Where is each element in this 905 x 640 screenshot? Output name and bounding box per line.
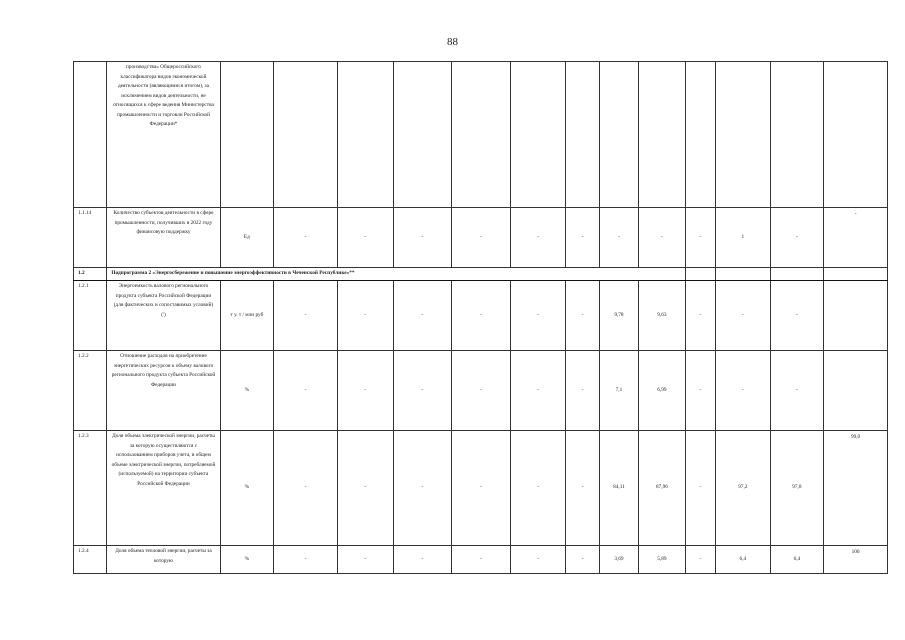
value-cell: - <box>770 281 824 351</box>
value-cell: 9,78 <box>599 281 638 351</box>
subprogram-empty-cell <box>685 268 715 281</box>
table-body <box>74 62 888 574</box>
table-row <box>74 431 888 546</box>
subprogram-number: 1.2 <box>74 268 107 281</box>
unit-cell: т у. т / млн руб <box>220 281 274 351</box>
value-cell: - <box>393 281 452 351</box>
value-cell <box>510 62 566 208</box>
value-cell: - <box>685 351 715 431</box>
value-cell: - <box>452 281 511 351</box>
unit-cell: Ед <box>220 208 274 268</box>
value-cell: - <box>685 208 715 268</box>
indicator-name: производства» Общероссийского классификатора видов экономической деятельности (являющимися итогом), за исключением видов деятельности, не относящихся к сфере ведения Министерства промышленности и торговли Российской Федерации* <box>107 62 220 208</box>
value-cell <box>824 351 888 431</box>
value-cell: 87,96 <box>639 431 686 546</box>
value-cell: - <box>770 208 824 268</box>
unit-cell: % <box>220 351 274 431</box>
subprogram-title: Подпрограмма 2 «Энергосбережение и повышение энергоэффективности в Чеченской Республике»** <box>107 268 685 281</box>
value-cell: - <box>639 208 686 268</box>
value-cell: 97,2 <box>716 431 771 546</box>
value-cell: - <box>824 208 888 268</box>
value-cell: - <box>510 208 566 268</box>
value-cell: - <box>510 546 566 574</box>
value-cell: 6,4 <box>770 546 824 574</box>
row-number: 1.2.3 <box>74 431 107 546</box>
value-cell: - <box>566 281 599 351</box>
value-cell: - <box>716 281 771 351</box>
value-cell: - <box>393 431 452 546</box>
indicators-table <box>73 61 888 574</box>
value-cell: - <box>685 281 715 351</box>
value-cell <box>824 62 888 208</box>
value-cell: - <box>510 431 566 546</box>
table-row <box>74 351 888 431</box>
value-cell <box>716 62 771 208</box>
value-cell: 6,99 <box>639 351 686 431</box>
value-cell <box>566 62 599 208</box>
row-number: 1.2.1 <box>74 281 107 351</box>
row-number: 1.1.14 <box>74 208 107 268</box>
value-cell: - <box>337 431 393 546</box>
table-row <box>74 281 888 351</box>
page-number: 88 <box>447 36 458 48</box>
value-cell: - <box>566 431 599 546</box>
value-cell <box>824 281 888 351</box>
value-cell <box>639 62 686 208</box>
value-cell: 97,8 <box>770 431 824 546</box>
value-cell: 100 <box>824 546 888 574</box>
value-cell: - <box>566 546 599 574</box>
value-cell: - <box>716 351 771 431</box>
value-cell: - <box>274 281 338 351</box>
value-cell: - <box>337 546 393 574</box>
table-row <box>74 546 888 574</box>
value-cell: - <box>452 208 511 268</box>
subprogram-empty-cell <box>770 268 824 281</box>
value-cell <box>599 62 638 208</box>
value-cell: - <box>337 281 393 351</box>
table-row <box>74 208 888 268</box>
indicator-name: Количество субъектов деятельности в сфере промышленности, получивших в 2022 году финансовую поддержку <box>107 208 220 268</box>
value-cell: - <box>274 208 338 268</box>
value-cell: 84,11 <box>599 431 638 546</box>
value-cell: 6,4 <box>716 546 771 574</box>
subprogram-row <box>74 268 888 281</box>
value-cell: - <box>274 351 338 431</box>
value-cell: 3,69 <box>599 546 638 574</box>
indicator-name: Отношение расходов на приобретение энергетических ресурсов к объему валового регионального продукта субъекта Российской Федерации <box>107 351 220 431</box>
value-cell <box>337 62 393 208</box>
value-cell: - <box>337 208 393 268</box>
value-cell: - <box>685 546 715 574</box>
value-cell <box>685 62 715 208</box>
unit-cell: % <box>220 431 274 546</box>
value-cell: - <box>685 431 715 546</box>
indicator-name: Доля объема электрической энергии, расчеты за которую осуществляются с использованием приборов учета, в общем объеме электрической энергии, потребляемой (используемой) на территории субъекта Российской Федерации <box>107 431 220 546</box>
value-cell: - <box>274 546 338 574</box>
value-cell: - <box>393 351 452 431</box>
row-number <box>74 62 107 208</box>
subprogram-empty-cell <box>716 268 771 281</box>
value-cell: - <box>566 351 599 431</box>
indicator-name: Доля объема тепловой энергии, расчеты за которую <box>107 546 220 574</box>
value-cell: - <box>510 351 566 431</box>
indicator-name: Энергоемкость валового регионального продукта субъекта Российской Федерации (для фактических и сопоставимых условий) (') <box>107 281 220 351</box>
value-cell: - <box>510 281 566 351</box>
value-cell: - <box>393 546 452 574</box>
table-row <box>74 62 888 208</box>
row-number: 1.2.2 <box>74 351 107 431</box>
value-cell <box>770 62 824 208</box>
value-cell: - <box>393 208 452 268</box>
value-cell: - <box>452 546 511 574</box>
value-cell: - <box>566 208 599 268</box>
value-cell: 9,63 <box>639 281 686 351</box>
value-cell: 99,0 <box>824 431 888 546</box>
value-cell: - <box>599 208 638 268</box>
unit-cell: % <box>220 546 274 574</box>
subprogram-empty-cell <box>824 268 888 281</box>
value-cell: - <box>770 351 824 431</box>
value-cell: 1 <box>716 208 771 268</box>
unit-cell <box>220 62 274 208</box>
value-cell: 5,89 <box>639 546 686 574</box>
value-cell: - <box>337 351 393 431</box>
value-cell: - <box>274 431 338 546</box>
value-cell: - <box>452 431 511 546</box>
value-cell: - <box>452 351 511 431</box>
value-cell <box>274 62 338 208</box>
value-cell <box>393 62 452 208</box>
value-cell <box>452 62 511 208</box>
row-number: 1.2.4 <box>74 546 107 574</box>
value-cell: 7,1 <box>599 351 638 431</box>
